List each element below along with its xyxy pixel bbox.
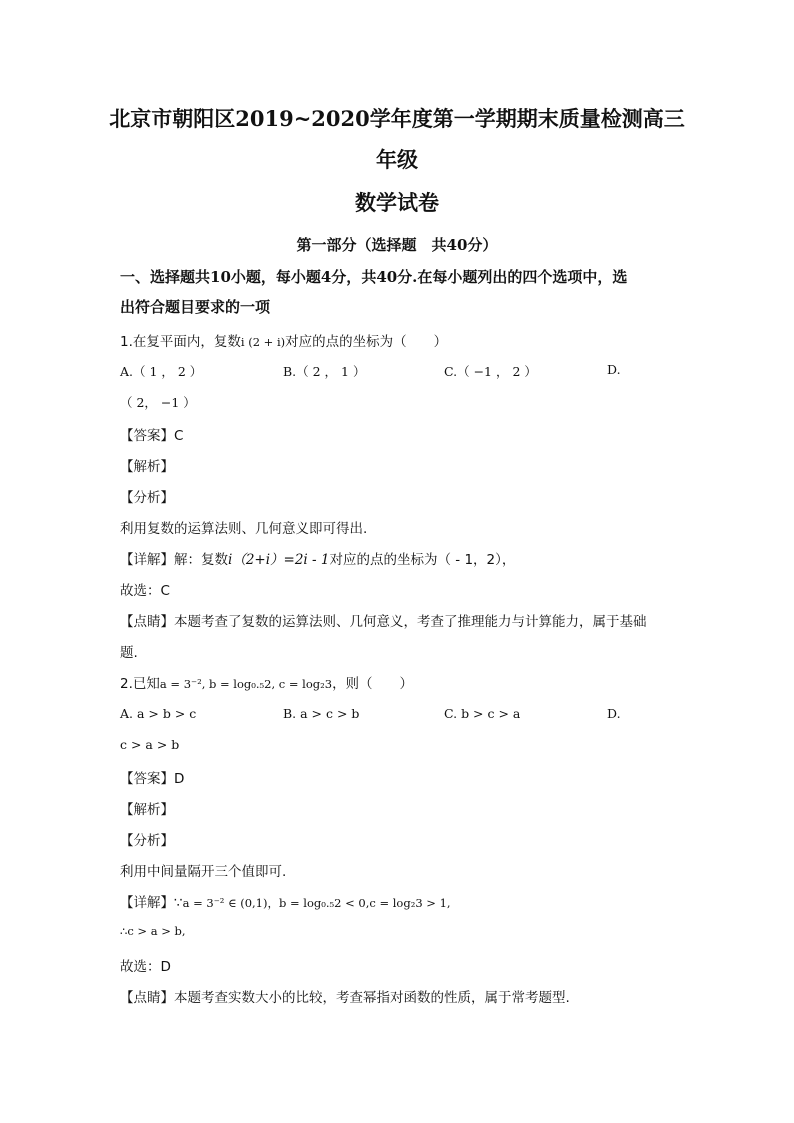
q2-comment: 【点睛】本题考查实数大小的比较，考查幂指对函数的性质，属于常考题型.: [120, 990, 570, 1006]
part1-instructions-line1: 一、选择题共10小题，每小题4分，共40分.在每小题列出的四个选项中，选: [120, 268, 628, 286]
q1-stem-prefix: 1.在复平面内，复数: [120, 334, 241, 350]
q2-stem: [120, 672, 413, 692]
q2-detail-math: a = 3⁻² ∈ (0,1)，b = log₀.₅2 < 0,c = log₂3 > 1,: [182, 896, 451, 910]
q2-option-d-label: D.: [607, 706, 621, 721]
q1-option-c: C.（ −1 ， 2 ）: [444, 364, 537, 379]
q1-detail-prefix: 【详解】解：复数: [120, 552, 228, 568]
q2-answer: 【答案】D: [120, 771, 185, 787]
q1-option-b: B.（ 2 ， 1 ）: [283, 364, 366, 379]
q2-conclusion-math: ∴c > a > b,: [120, 924, 186, 938]
q1-choice: 故选：C: [120, 583, 170, 599]
q2-conclusion: [120, 923, 186, 939]
q1-detail: [120, 548, 515, 568]
q1-option-d-label: D.: [607, 362, 621, 377]
q2-option-d-value: c > a > b: [120, 737, 180, 752]
exam-title-line1: 北京市朝阳区2019~2020学年度第一学期期末质量检测高三: [109, 106, 685, 131]
q1-answer: 【答案】C: [120, 428, 184, 444]
q1-jiexi: 【解析】: [120, 459, 174, 475]
q1-analysis: 利用复数的运算法则、几何意义即可得出.: [120, 521, 368, 537]
q2-option-a: A. a > b > c: [120, 706, 197, 721]
q2-jiexi: 【解析】: [120, 802, 174, 818]
exam-title-line2: 年级: [376, 147, 418, 172]
q1-comment-line1: 【点睛】本题考查了复数的运算法则、几何意义，考查了推理能力与计算能力，属于基础: [120, 614, 647, 630]
q2-detail-prefix: 【详解】∵: [120, 895, 183, 911]
q1-stem: [120, 330, 447, 350]
q1-option-d-value: （ 2， −1 ）: [120, 395, 196, 410]
q2-stem-suffix: ，则（ ）: [332, 676, 414, 692]
q2-detail: [120, 891, 451, 911]
q1-fenxi: 【分析】: [120, 490, 174, 506]
q2-stem-prefix: 2.已知: [120, 676, 160, 692]
q2-analysis: 利用中间量隔开三个值即可.: [120, 864, 287, 880]
q1-comment-line2: 题.: [120, 645, 138, 661]
q2-choice: 故选：D: [120, 959, 171, 975]
q1-detail-suffix: 对应的点的坐标为（ - 1，2），: [329, 552, 516, 568]
q1-option-a: A.（ 1 ， 2 ）: [120, 364, 203, 379]
q2-option-b: B. a > c > b: [283, 706, 360, 721]
part1-instructions-line2: 出符合题目要求的一项: [120, 298, 271, 316]
q1-detail-math: i（2+i）=2i - 1: [228, 552, 330, 568]
q2-stem-math: a = 3⁻², b = log₀.₅2, c = log₂3: [159, 677, 333, 691]
part1-heading: 第一部分（选择题 共40分）: [296, 236, 498, 254]
q1-stem-suffix: 对应的点的坐标为（ ）: [285, 334, 448, 350]
q1-stem-math: i (2 + i): [240, 335, 286, 349]
q2-option-c: C. b > c > a: [444, 706, 521, 721]
q2-fenxi: 【分析】: [120, 833, 174, 849]
exam-subject-title: 数学试卷: [355, 190, 439, 215]
